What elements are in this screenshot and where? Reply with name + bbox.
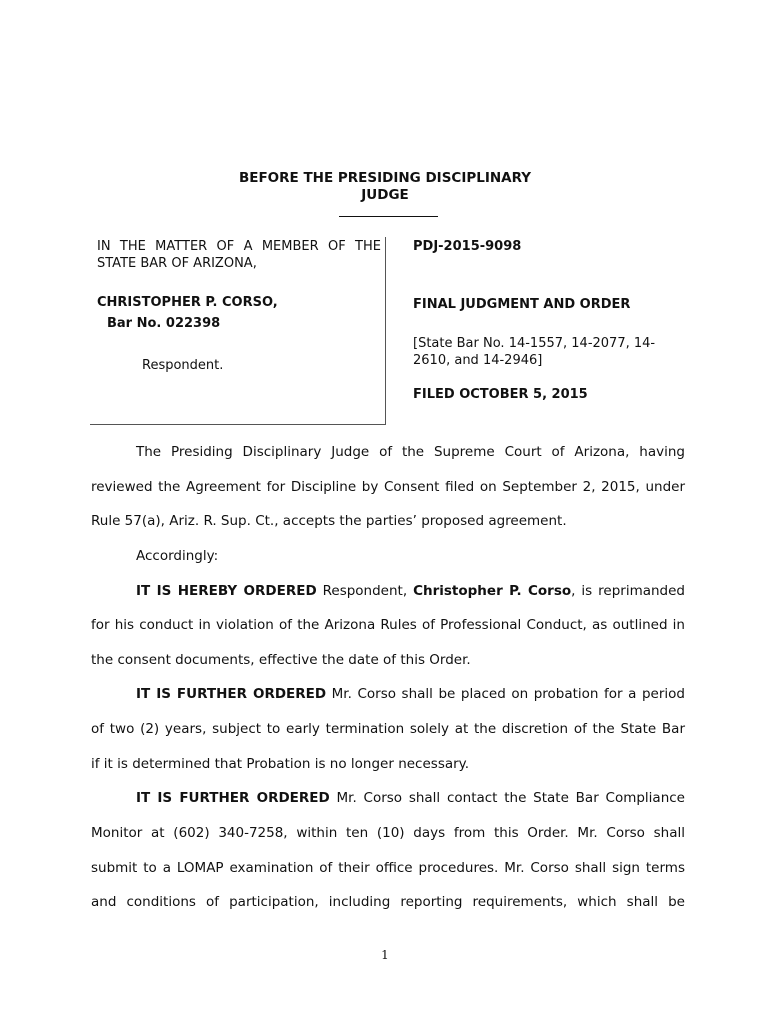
- respondent-name-inline: Christopher P. Corso: [413, 583, 572, 599]
- order-text: Mr. Corso shall contact the State Bar Compliance: [329, 790, 685, 806]
- paragraph-4-line-3: if it is determined that Probation is no longer necessary.: [91, 756, 470, 772]
- document-title-line2: JUDGE: [361, 187, 409, 203]
- order-heading-hereby: IT IS HEREBY ORDERED: [136, 583, 317, 599]
- paragraph-5-line-4: and conditions of participation, including reporting requirements, which shall be: [91, 894, 685, 910]
- caption-vertical-rule: [385, 237, 386, 425]
- state-bar-numbers-line2: 2610, and 14-2946]: [413, 353, 543, 368]
- title-underline: [339, 216, 438, 217]
- paragraph-1-line-2: reviewed the Agreement for Discipline by Consent filed on September 2, 2015, under: [91, 479, 685, 495]
- order-text: Respondent,: [316, 583, 414, 599]
- document-title-line1: BEFORE THE PRESIDING DISCIPLINARY: [238, 170, 532, 186]
- order-text: Mr. Corso shall be placed on probation for a period: [326, 686, 685, 702]
- document-type: FINAL JUDGMENT AND ORDER: [413, 297, 631, 312]
- paragraph-3-line-1: [136, 583, 685, 600]
- accordingly-line: Accordingly:: [136, 548, 219, 564]
- order-heading-further: IT IS FURTHER ORDERED: [136, 790, 330, 806]
- bar-number: Bar No. 022398: [107, 316, 221, 331]
- paragraph-3-line-3: the consent documents, effective the date of this Order.: [91, 652, 471, 668]
- paragraph-5-line-1: [136, 790, 685, 807]
- paragraph-3-line-2: for his conduct in violation of the Arizona Rules of Professional Conduct, as outlined in: [91, 617, 685, 633]
- state-bar-numbers-line1: [State Bar No. 14-1557, 14-2077, 14-: [413, 336, 656, 351]
- respondent-label: Respondent.: [142, 358, 224, 373]
- filed-date: FILED OCTOBER 5, 2015: [413, 387, 588, 402]
- paragraph-4-line-1: [136, 686, 685, 703]
- page-number: 1: [381, 948, 389, 962]
- case-number: PDJ-2015-9098: [413, 239, 522, 254]
- caption-horizontal-rule: [90, 424, 386, 425]
- paragraph-5-line-2: Monitor at (602) 340-7258, within ten (10) days from this Order. Mr. Corso shall: [91, 825, 685, 841]
- paragraph-4-line-2: of two (2) years, subject to early termination solely at the discretion of the State Bar: [91, 721, 685, 737]
- matter-line1: IN THE MATTER OF A MEMBER OF THE: [97, 239, 381, 254]
- paragraph-1-line-1: The Presiding Disciplinary Judge of the Supreme Court of Arizona, having: [136, 444, 685, 460]
- order-text: , is reprimanded: [571, 583, 685, 599]
- order-heading-further: IT IS FURTHER ORDERED: [136, 686, 327, 702]
- paragraph-1-line-3: Rule 57(a), Ariz. R. Sup. Ct., accepts the parties’ proposed agreement.: [91, 513, 567, 529]
- matter-line2: STATE BAR OF ARIZONA,: [97, 256, 257, 271]
- respondent-name: CHRISTOPHER P. CORSO,: [97, 295, 278, 310]
- paragraph-5-line-3: submit to a LOMAP examination of their office procedures. Mr. Corso shall sign terms: [91, 860, 685, 876]
